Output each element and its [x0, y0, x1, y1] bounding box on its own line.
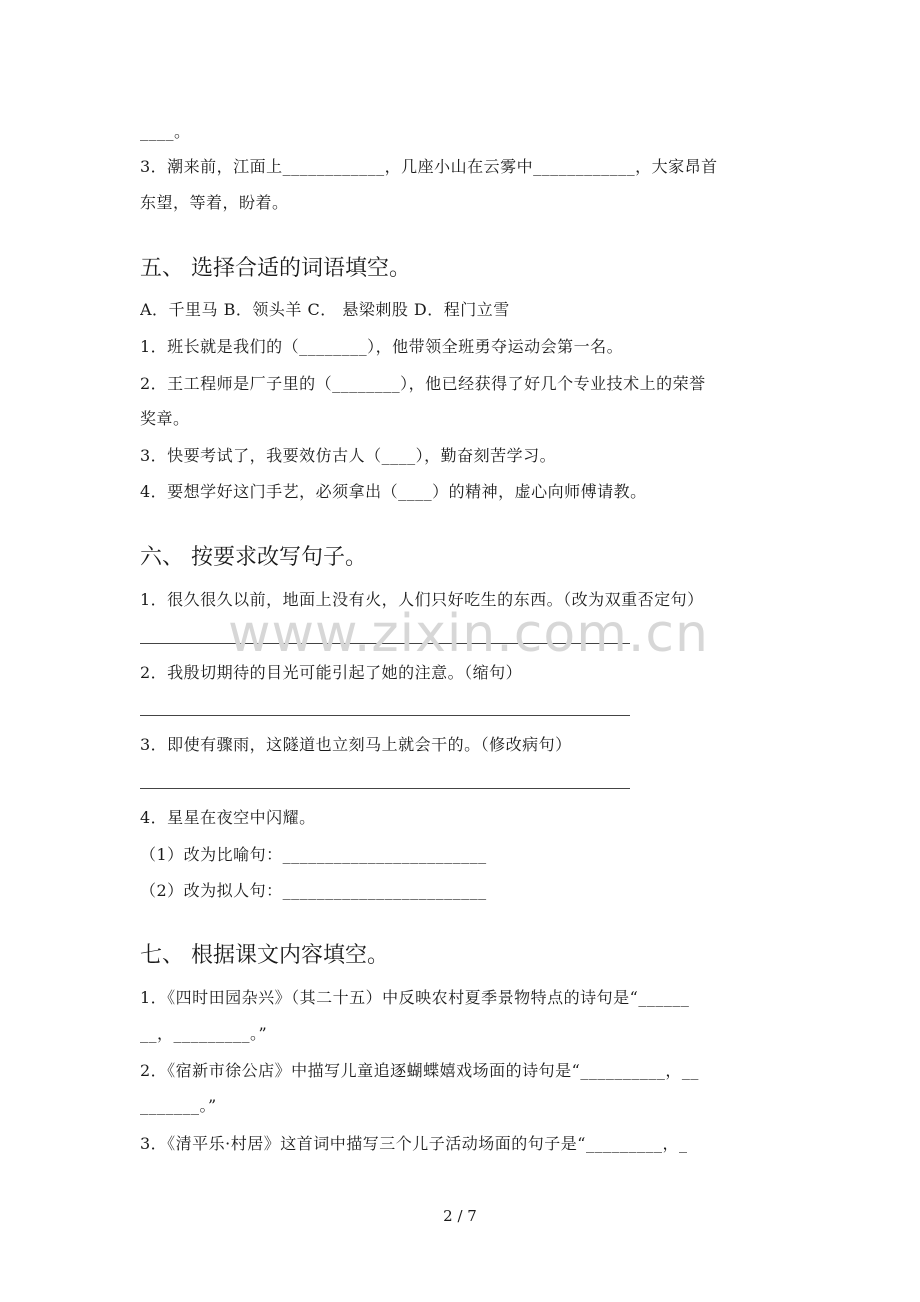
question-5-4: 4．要想学好这门手艺，必须拿出（____）的精神，虚心向师傅请教。 [140, 482, 647, 501]
question-5-2-cont: 奖章。 [140, 409, 190, 428]
question-4-3: 3．潮来前，江面上____________，几座小山在云雾中____________，大家昂首 [140, 157, 718, 176]
section-6-heading: 六、 按要求改写句子。 [140, 545, 367, 570]
section-5-heading: 五、 选择合适的词语填空。 [140, 256, 411, 281]
question-6-1: 1．很久很久以前，地面上没有火，人们只好吃生的东西。（改为双重否定句） [140, 590, 704, 609]
page-number: 2 / 7 [443, 1207, 477, 1225]
text-line: ____。 [140, 122, 191, 141]
question-6-4: 4．星星在夜空中闪耀。 [140, 808, 316, 827]
question-7-1: 1．《四时田园杂兴》（其二十五）中反映农村夏季景物特点的诗句是“______ [140, 988, 690, 1007]
word-options: A．千里马 B．领头羊 C． 悬梁刺股 D．程门立雪 [140, 300, 510, 319]
question-7-2: 2．《宿新市徐公店》中描写儿童追逐蝴蝶嬉戏场面的诗句是“__________，__ [140, 1061, 699, 1080]
question-5-1: 1．班长就是我们的（________），他带领全班勇夺运动会第一名。 [140, 337, 624, 356]
question-6-2: 2．我殷切期待的目光可能引起了她的注意。（缩句） [140, 663, 523, 682]
question-6-3: 3．即使有骤雨，这隧道也立刻马上就会干的。（修改病句） [140, 735, 572, 754]
answer-line[interactable] [140, 715, 630, 716]
question-7-2-cont: _______。” [140, 1096, 217, 1115]
question-7-3: 3．《清平乐·村居》这首词中描写三个儿子活动场面的句子是“_________，_ [140, 1134, 688, 1153]
question-5-2: 2．王工程师是厂子里的（________），他已经获得了好几个专业技术上的荣誉 [140, 374, 706, 393]
question-6-4-2: （2）改为拟人句：________________________ [140, 881, 487, 900]
question-6-4-1: （1）改为比喻句：________________________ [140, 845, 487, 864]
answer-line[interactable] [140, 788, 630, 789]
watermark: www.zixin.com.cn [228, 604, 709, 664]
section-7-heading: 七、 根据课文内容填空。 [140, 943, 389, 968]
text-line: 东望，等着，盼着。 [140, 193, 289, 212]
question-5-3: 3．快要考试了，我要效仿古人（____），勤奋刻苦学习。 [140, 446, 557, 465]
question-7-1-cont: __，_________。” [140, 1024, 268, 1043]
